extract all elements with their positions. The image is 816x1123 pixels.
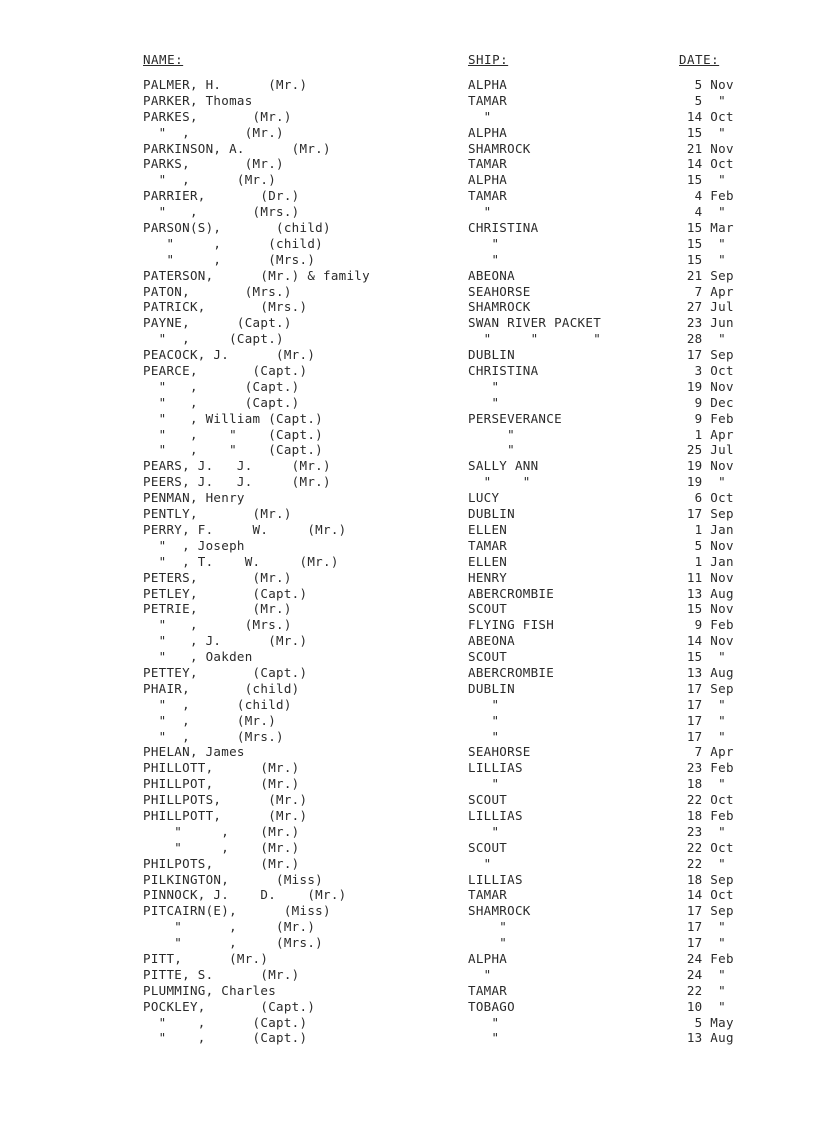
list-item bbox=[0, 268, 816, 284]
entry-date: 24 " bbox=[679, 966, 726, 982]
list-item bbox=[0, 236, 816, 252]
list-item bbox=[0, 729, 816, 745]
entry-ship: TAMAR bbox=[468, 982, 508, 998]
list-item bbox=[0, 872, 816, 888]
entry-name: PENTLY, (Mr.) bbox=[143, 506, 292, 522]
entry-ship: SHAMROCK bbox=[468, 299, 531, 315]
list-item bbox=[0, 903, 816, 919]
entry-name: " , (child) bbox=[143, 235, 323, 251]
entry-name: PHILLOTT, (Mr.) bbox=[143, 760, 300, 776]
entry-date: 5 Nov bbox=[679, 537, 734, 553]
list-item bbox=[0, 331, 816, 347]
entry-date: 17 Sep bbox=[679, 680, 734, 696]
entry-date: 25 Jul bbox=[679, 442, 734, 458]
entry-date: 18 " bbox=[679, 776, 726, 792]
entry-date: 17 Sep bbox=[679, 347, 734, 363]
header-name: NAME: bbox=[143, 52, 184, 67]
list-item bbox=[0, 141, 816, 157]
entry-name: PEACOCK, J. (Mr.) bbox=[143, 347, 316, 363]
list-item bbox=[0, 315, 816, 331]
entry-ship: " bbox=[468, 426, 515, 442]
entry-ship: ABEONA bbox=[468, 633, 515, 649]
list-item bbox=[0, 411, 816, 427]
list-item bbox=[0, 125, 816, 141]
list-item bbox=[0, 284, 816, 300]
list-item bbox=[0, 760, 816, 776]
entry-name: " , William (Capt.) bbox=[143, 410, 323, 426]
entry-name: PARRIER, (Dr.) bbox=[143, 188, 300, 204]
list-item bbox=[0, 395, 816, 411]
entry-name: " , (Mrs.) bbox=[143, 251, 316, 267]
entry-ship: " bbox=[468, 696, 500, 712]
entry-name: " , T. W. (Mr.) bbox=[143, 553, 339, 569]
entry-date: 1 Apr bbox=[679, 426, 734, 442]
entry-date: 10 " bbox=[679, 998, 726, 1014]
header-ship: SHIP: bbox=[468, 52, 509, 67]
entry-name: PHILLPOT, (Mr.) bbox=[143, 776, 300, 792]
entry-ship: DUBLIN bbox=[468, 347, 515, 363]
entry-name: PATERSON, (Mr.) & family bbox=[143, 267, 370, 283]
list-item bbox=[0, 697, 816, 713]
entry-ship: TAMAR bbox=[468, 537, 508, 553]
list-item bbox=[0, 919, 816, 935]
list-item bbox=[0, 363, 816, 379]
entry-name: PLUMMING, Charles bbox=[143, 982, 277, 998]
list-item bbox=[0, 442, 816, 458]
list-item bbox=[0, 983, 816, 999]
entry-ship: " bbox=[468, 108, 492, 124]
list-item bbox=[0, 458, 816, 474]
entry-ship: SEAHORSE bbox=[468, 283, 531, 299]
entry-date: 24 Feb bbox=[679, 950, 734, 966]
entry-date: 21 Sep bbox=[679, 267, 734, 283]
entry-date: 17 Sep bbox=[679, 903, 734, 919]
list-item bbox=[0, 617, 816, 633]
entry-name: " , (Capt.) bbox=[143, 1014, 308, 1030]
entry-ship: ALPHA bbox=[468, 77, 508, 92]
entry-name: PITT, (Mr.) bbox=[143, 950, 269, 966]
entry-ship: SCOUT bbox=[468, 601, 508, 617]
entry-date: 6 Oct bbox=[679, 490, 734, 506]
entry-ship: ABERCROMBIE bbox=[468, 664, 555, 680]
list-item bbox=[0, 713, 816, 729]
list-item bbox=[0, 427, 816, 443]
list-item bbox=[0, 586, 816, 602]
entry-date: 13 Aug bbox=[679, 664, 734, 680]
entry-ship: " " " bbox=[468, 331, 602, 347]
entry-date: 18 Feb bbox=[679, 807, 734, 823]
list-item bbox=[0, 887, 816, 903]
entry-name: PEERS, J. J. (Mr.) bbox=[143, 474, 331, 490]
entry-name: PHILLPOTT, (Mr.) bbox=[143, 807, 308, 823]
entry-date: 7 Apr bbox=[679, 744, 734, 760]
entry-ship: LILLIAS bbox=[468, 871, 523, 887]
entry-ship: TAMAR bbox=[468, 887, 508, 903]
entry-date: 17 " bbox=[679, 712, 726, 728]
entry-date: 14 Nov bbox=[679, 633, 734, 649]
entry-date: 23 " bbox=[679, 823, 726, 839]
list-item bbox=[0, 856, 816, 872]
entry-ship: TAMAR bbox=[468, 156, 508, 172]
entry-name: " , (Mrs.) bbox=[143, 728, 284, 744]
entry-name: PHILPOTS, (Mr.) bbox=[143, 855, 300, 871]
entry-date: 15 " bbox=[679, 649, 726, 665]
entry-ship: DUBLIN bbox=[468, 506, 515, 522]
entry-name: PARSON(S), (child) bbox=[143, 220, 331, 236]
entry-ship: SEAHORSE bbox=[468, 744, 531, 760]
entry-ship: LILLIAS bbox=[468, 760, 523, 776]
entry-name: PAYNE, (Capt.) bbox=[143, 315, 292, 331]
entry-ship: CHRISTINA bbox=[468, 363, 539, 379]
list-item bbox=[0, 570, 816, 586]
entry-date: 14 Oct bbox=[679, 156, 734, 172]
entry-name: " , (Mr.) bbox=[143, 172, 277, 188]
entry-ship: " bbox=[468, 394, 500, 410]
entry-date: 4 " bbox=[679, 204, 726, 220]
entry-ship: " bbox=[468, 235, 500, 251]
entry-name: " , (Capt.) bbox=[143, 1030, 308, 1046]
entry-ship: FLYING FISH bbox=[468, 617, 555, 633]
entry-date: 9 Feb bbox=[679, 410, 734, 426]
entry-name: PITCAIRN(E), (Miss) bbox=[143, 903, 331, 919]
entry-ship: ABEONA bbox=[468, 267, 515, 283]
entry-ship: " bbox=[468, 251, 500, 267]
list-item bbox=[0, 792, 816, 808]
list-item bbox=[0, 347, 816, 363]
entry-ship: " bbox=[468, 776, 500, 792]
entry-date: 19 Nov bbox=[679, 458, 734, 474]
entry-name: PEARS, J. J. (Mr.) bbox=[143, 458, 331, 474]
entry-date: 4 Feb bbox=[679, 188, 734, 204]
entry-ship: SHAMROCK bbox=[468, 140, 531, 156]
list-item bbox=[0, 204, 816, 220]
entry-ship: DUBLIN bbox=[468, 680, 515, 696]
list-item bbox=[0, 299, 816, 315]
entry-date: 13 Aug bbox=[679, 1030, 734, 1046]
entry-ship: " bbox=[468, 1030, 500, 1046]
entry-ship: SHAMROCK bbox=[468, 903, 531, 919]
entry-name: " , (Capt.) bbox=[143, 331, 284, 347]
entry-date: 5 Nov bbox=[679, 77, 734, 92]
list-item bbox=[0, 220, 816, 236]
entry-name: PATON, (Mrs.) bbox=[143, 283, 292, 299]
list-item bbox=[0, 967, 816, 983]
entry-date: 27 Jul bbox=[679, 299, 734, 315]
list-item bbox=[0, 951, 816, 967]
entry-date: 18 Sep bbox=[679, 871, 734, 887]
list-item bbox=[0, 665, 816, 681]
entry-ship: ABERCROMBIE bbox=[468, 585, 555, 601]
list-item bbox=[0, 474, 816, 490]
entry-name: " , (Mr.) bbox=[143, 712, 277, 728]
entry-ship: " bbox=[468, 966, 492, 982]
entry-date: 5 " bbox=[679, 92, 726, 108]
entry-name: " , " (Capt.) bbox=[143, 442, 323, 458]
entry-name: " , (Mrs.) bbox=[143, 204, 300, 220]
entry-name: PERRY, F. W. (Mr.) bbox=[143, 521, 347, 537]
entry-name: PENMAN, Henry bbox=[143, 490, 245, 506]
entry-date: 17 Sep bbox=[679, 506, 734, 522]
entry-name: " , " (Capt.) bbox=[143, 426, 323, 442]
entry-ship: CHRISTINA bbox=[468, 220, 539, 236]
entry-date: 28 " bbox=[679, 331, 726, 347]
entry-date: 22 Oct bbox=[679, 792, 734, 808]
entry-name: PHILLPOTS, (Mr.) bbox=[143, 792, 308, 808]
entry-ship: " bbox=[468, 1014, 500, 1030]
entry-ship: LILLIAS bbox=[468, 807, 523, 823]
entry-date: 15 " bbox=[679, 172, 726, 188]
entry-date: 9 Feb bbox=[679, 617, 734, 633]
entry-name: PITTE, S. (Mr.) bbox=[143, 966, 300, 982]
header-date: DATE: bbox=[679, 52, 720, 67]
entry-ship: ELLEN bbox=[468, 521, 508, 537]
list-item bbox=[0, 840, 816, 856]
entry-ship: " bbox=[468, 204, 492, 220]
entry-ship: TOBAGO bbox=[468, 998, 515, 1014]
entry-ship: LUCY bbox=[468, 490, 500, 506]
entry-date: 15 " bbox=[679, 251, 726, 267]
entry-name: " , (Mr.) bbox=[143, 839, 300, 855]
entry-name: PALMER, H. (Mr.) bbox=[143, 77, 308, 92]
entry-ship: " bbox=[468, 728, 500, 744]
list-item bbox=[0, 999, 816, 1015]
entry-name: " , (Mr.) bbox=[143, 124, 284, 140]
entry-date: 1 Jan bbox=[679, 521, 734, 537]
entry-ship: SCOUT bbox=[468, 839, 508, 855]
entry-ship: " bbox=[468, 442, 515, 458]
list-item bbox=[0, 490, 816, 506]
entry-date: 7 Apr bbox=[679, 283, 734, 299]
entry-name: " , (Mrs.) bbox=[143, 935, 323, 951]
list-item bbox=[0, 506, 816, 522]
entry-date: 15 " bbox=[679, 124, 726, 140]
list-item bbox=[0, 601, 816, 617]
list-item bbox=[0, 824, 816, 840]
entry-date: 19 " bbox=[679, 474, 726, 490]
entry-name: PARKES, (Mr.) bbox=[143, 108, 292, 124]
entry-name: PHELAN, James bbox=[143, 744, 245, 760]
entry-ship: PERSEVERANCE bbox=[468, 410, 562, 426]
list-item bbox=[0, 77, 816, 93]
entry-date: 22 " bbox=[679, 855, 726, 871]
list-item bbox=[0, 93, 816, 109]
entry-ship: " " bbox=[468, 474, 531, 490]
list-item bbox=[0, 156, 816, 172]
entry-ship: " bbox=[468, 855, 492, 871]
entry-date: 17 " bbox=[679, 696, 726, 712]
entry-date: 3 Oct bbox=[679, 363, 734, 379]
entry-name: PARKINSON, A. (Mr.) bbox=[143, 140, 331, 156]
entry-date: 14 Oct bbox=[679, 108, 734, 124]
entry-name: " , Oakden bbox=[143, 649, 253, 665]
list-item bbox=[0, 522, 816, 538]
list-item bbox=[0, 379, 816, 395]
entry-name: " , (Capt.) bbox=[143, 394, 300, 410]
entry-ship: " bbox=[468, 378, 500, 394]
entry-name: PETLEY, (Capt.) bbox=[143, 585, 308, 601]
entry-date: 15 Nov bbox=[679, 601, 734, 617]
list-item bbox=[0, 649, 816, 665]
entry-ship: SCOUT bbox=[468, 649, 508, 665]
entry-date: 22 " bbox=[679, 982, 726, 998]
entry-date: 21 Nov bbox=[679, 140, 734, 156]
entry-date: 5 May bbox=[679, 1014, 734, 1030]
entry-date: 1 Jan bbox=[679, 553, 734, 569]
entry-date: 23 Jun bbox=[679, 315, 734, 331]
entry-date: 17 " bbox=[679, 935, 726, 951]
entry-ship: " bbox=[468, 823, 500, 839]
entry-date: 23 Feb bbox=[679, 760, 734, 776]
list-item bbox=[0, 188, 816, 204]
entry-name: " , (Capt.) bbox=[143, 378, 300, 394]
entry-ship: ALPHA bbox=[468, 950, 508, 966]
entry-date: 15 Mar bbox=[679, 220, 734, 236]
list-item bbox=[0, 808, 816, 824]
entry-ship: SALLY ANN bbox=[468, 458, 539, 474]
entry-date: 19 Nov bbox=[679, 378, 734, 394]
entry-date: 17 " bbox=[679, 728, 726, 744]
list-item bbox=[0, 252, 816, 268]
entry-ship: SWAN RIVER PACKET bbox=[468, 315, 602, 331]
list-item bbox=[0, 633, 816, 649]
entry-name: PARKS, (Mr.) bbox=[143, 156, 284, 172]
list-item bbox=[0, 935, 816, 951]
entry-ship: TAMAR bbox=[468, 188, 508, 204]
entry-name: " , (Mr.) bbox=[143, 823, 300, 839]
list-item bbox=[0, 1015, 816, 1031]
entry-name: PETRIE, (Mr.) bbox=[143, 601, 292, 617]
entry-date: 9 Dec bbox=[679, 394, 734, 410]
entry-name: PHAIR, (child) bbox=[143, 680, 300, 696]
entry-name: " , J. (Mr.) bbox=[143, 633, 308, 649]
entry-date: 13 Aug bbox=[679, 585, 734, 601]
entry-ship: SCOUT bbox=[468, 792, 508, 808]
entry-name: PILKINGTON, (Miss) bbox=[143, 871, 323, 887]
entry-ship: ALPHA bbox=[468, 172, 508, 188]
entry-name: PEARCE, (Capt.) bbox=[143, 363, 308, 379]
entry-date: 17 " bbox=[679, 919, 726, 935]
entry-ship: HENRY bbox=[468, 569, 508, 585]
entry-name: PETERS, (Mr.) bbox=[143, 569, 292, 585]
entry-ship: ALPHA bbox=[468, 124, 508, 140]
list-item bbox=[0, 744, 816, 760]
entry-date: 22 Oct bbox=[679, 839, 734, 855]
entry-date: 14 Oct bbox=[679, 887, 734, 903]
entry-date: 15 " bbox=[679, 235, 726, 251]
list-item bbox=[0, 681, 816, 697]
entry-ship: " bbox=[468, 919, 508, 935]
entry-name: PETTEY, (Capt.) bbox=[143, 664, 308, 680]
entry-ship: TAMAR bbox=[468, 92, 508, 108]
list-item bbox=[0, 554, 816, 570]
entry-ship: " bbox=[468, 712, 500, 728]
list-item bbox=[0, 776, 816, 792]
entry-ship: " bbox=[468, 935, 508, 951]
entry-name: " , (Mr.) bbox=[143, 919, 316, 935]
entry-name: " , (Mrs.) bbox=[143, 617, 292, 633]
entry-name: " , Joseph bbox=[143, 537, 245, 553]
entry-name: " , (child) bbox=[143, 696, 292, 712]
list-item bbox=[0, 538, 816, 554]
entry-name: POCKLEY, (Capt.) bbox=[143, 998, 316, 1014]
entry-name: PINNOCK, J. D. (Mr.) bbox=[143, 887, 347, 903]
entry-ship: ELLEN bbox=[468, 553, 508, 569]
list-item bbox=[0, 172, 816, 188]
passenger-list bbox=[0, 77, 816, 1046]
entry-date: 11 Nov bbox=[679, 569, 734, 585]
list-item bbox=[0, 109, 816, 125]
entry-name: PARKER, Thomas bbox=[143, 92, 253, 108]
entry-name: PATRICK, (Mrs.) bbox=[143, 299, 308, 315]
list-item bbox=[0, 1030, 816, 1046]
